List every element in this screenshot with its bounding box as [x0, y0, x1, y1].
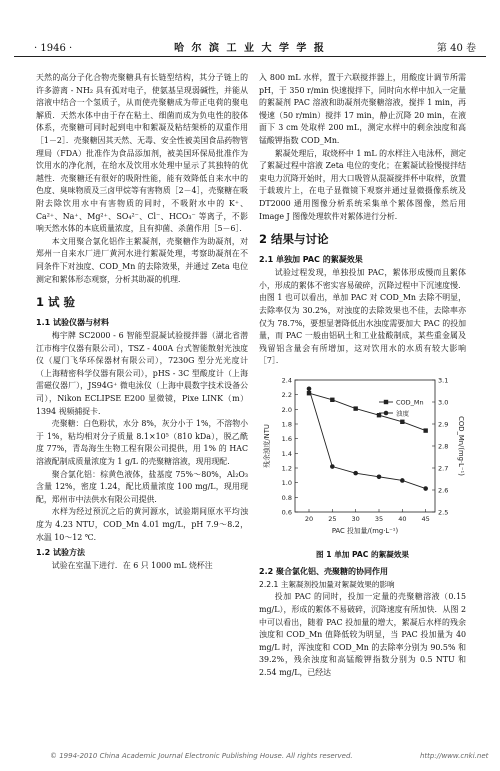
paragraph: 聚合氯化铝：棕黄色液体，盐基度 75%～80%，Al₂O₃ 含量 12%，密度 1.24，配比质量浓度 100 mg/L，现用现配，郑州市中法供水有限公司提供． — [36, 469, 248, 504]
paragraph: 絮凝处理后，取烧杯中 1 mL 的水样注入电泳杯，测定了絮凝过程中溶液 Zeta 电位的变化；在絮凝试验慢搅拌结束电力沉降开始时，用大口吸管从混凝搅拌杯中取样，放置于载玻片上，在电子显微镜下观察并通过显微摄像系统及 DT2000 通用图像分析系统采集单个絮体图像，然后用 Image J 图像处理软件对絮体进行分析． — [259, 148, 466, 221]
y-right-tick-label: 2.5 — [438, 508, 449, 517]
subsection-heading: 2.1 单独加 PAC 的絮凝效果 — [259, 255, 363, 265]
legend-label: 浊度 — [396, 409, 409, 418]
y-left-tick-label: 0.6 — [281, 508, 292, 517]
paragraph: 水样为经过预沉之后的黄河源水，试验期间原水平均浊度为 4.23 NTU，COD_Mn 4.01 mg/L，pH 7.9～8.2，水温 10～12 ℃． — [36, 507, 248, 542]
x-tick-label: 45 — [421, 514, 430, 523]
paragraph: 壳聚糖：白色粉状，水分 8%，灰分小于 1%，不溶物小于 1%，粘均相对分子质量 8.1×10⁵（810 kDa），脱乙酰度 77%，青岛海生生物工程有限公司提供，用 1% 的 HAC 溶液配制成质量浓度为 1 g/L 的壳聚糖溶液，现用现配． — [36, 419, 248, 467]
x-axis-label: PAC 投加量/(mg·L⁻¹) — [331, 526, 399, 535]
pac-chart — [259, 372, 466, 547]
subsection-heading: 1.2 试验方法 — [36, 548, 85, 558]
data-point-circle — [353, 471, 358, 476]
data-point-circle — [330, 464, 335, 469]
right-column — [259, 72, 466, 680]
legend-label: COD_Mn — [396, 398, 424, 407]
x-tick-label: 35 — [374, 514, 384, 523]
x-tick-label: 40 — [398, 514, 407, 523]
left-column — [36, 72, 248, 573]
paragraph: 试验在室温下进行．在 6 只 1000 mL 烧杯注 — [51, 561, 213, 571]
y-right-tick-label: 2.7 — [438, 464, 449, 473]
subsubsection-heading: 2.2.1 主絮凝剂投加量对絮凝效果的影响 — [259, 579, 395, 589]
paragraph: 入 800 mL 水样，置于六联搅拌器上，用酸度计调节所需 pH，于 350 r/min 快速搅拌下，同时向水样中加入一定量的絮凝剂 PAC 溶液和助凝剂壳聚糖溶液，搅拌 1 min，再慢速（50 r/min）搅拌 17 min，静止沉降 20 min，在液面下 3 cm 处取样 200 mL，测定水样中的剩余浊度和高锰酸钾指数 COD_Mn． — [259, 73, 466, 145]
volume-label: 第 40 卷 — [436, 43, 476, 54]
page-footer — [50, 752, 489, 760]
y-left-tick-label: 1.6 — [281, 435, 292, 444]
y-right-tick-label: 2.6 — [438, 486, 449, 495]
x-tick-label: 25 — [328, 514, 337, 523]
copyright-notice: © 1994-2010 China Academic Journal Electronic Publishing House. All rights reserved. — [50, 752, 353, 760]
data-point-square — [330, 397, 334, 401]
subsection-heading: 1.1 试验仪器与材料 — [36, 318, 109, 328]
x-tick-label: 30 — [351, 514, 360, 523]
y-right-tick-label: 2.9 — [438, 420, 449, 429]
paragraph: 天然的高分子化合物壳聚糖具有长链型结构，其分子链上的许多游离 - NH₂ 具有孤对电子，使氨基呈现弱碱性，并能从溶液中结合一个氢质子，从而使壳聚糖成为带正电荷的聚电解质．天然水体中由于存在粘土、细菌而成为负电性的胶体体系，壳聚糖可同时起到电中和絮凝及粘结架桥的双重作用［1－2］．壳聚糖因其天然、无毒、安全性被美国食品药物管理局（FDA）批准作为食品添加剂，被美国环保局批准作为饮用水的净化剂，在给水及饮用水处理中显示了其独特的优越性．壳聚糖还有很好的吸附性能，能有效降低自来水中的色度、臭味物质及三卤甲烷等有害物质［2－4］，壳聚糖在吸附去除饮用水中有害物质的同时，不吸附水中的 K⁺、Ca²⁺、Na⁺、Mg²⁺、SO₄²⁻、Cl⁻、HCO₃⁻ 等离子，不影响天然水体的本底质量浓度，且有抑菌、杀菌作用［5－6］． — [36, 73, 248, 234]
footer-url: http://www.cnki.net — [420, 752, 489, 760]
paragraph: 本文用聚合氯化铝作主絮凝剂，壳聚糖作为助凝剂，对郑州一自来水厂进厂黄河水进行絮凝处理，考察助凝剂在不同条件下对浊度、COD_Mn 的去除效果，并通过 Zeta 电位测定和絮体形态观察，分析其助凝的机理． — [36, 236, 248, 284]
data-point-circle — [400, 478, 405, 483]
data-point-square — [400, 419, 404, 423]
data-point-square — [423, 428, 427, 432]
y-right-tick-label: 2.8 — [438, 442, 449, 451]
y-left-tick-label: 2.4 — [281, 376, 292, 385]
y-left-tick-label: 1.0 — [281, 479, 292, 488]
figure-caption: 图 1 单加 PAC 的絮凝效果 — [316, 549, 409, 559]
legend-marker-square — [384, 400, 388, 404]
y-right-axis-label: COD_Mn/(mg·L⁻¹) — [457, 416, 465, 476]
y-left-tick-label: 1.2 — [281, 464, 292, 473]
y-left-axis-label: 残余浊度/NTU — [263, 424, 271, 468]
data-point-square — [377, 413, 381, 417]
section-heading: 2 结果与讨论 — [259, 232, 329, 247]
y-left-tick-label: 0.8 — [281, 493, 292, 502]
y-left-tick-label: 2.0 — [281, 405, 292, 414]
legend-marker-circle — [384, 411, 389, 416]
section-heading: 1 试 验 — [36, 295, 76, 310]
y-left-tick-label: 2.2 — [281, 391, 292, 400]
y-left-tick-label: 1.4 — [281, 449, 292, 458]
x-tick-label: 20 — [304, 514, 314, 523]
y-left-tick-label: 1.8 — [281, 420, 292, 429]
paragraph: 投加 PAC 的同时，投加一定量的壳聚糖溶液（0.15 mg/L），形成的絮体不易破碎，沉降速度有所加快．从图 2 中可以看出，随着 PAC 投加量的增大，絮凝后水样的残余浊度和 COD_Mn 值降低较为明显，当 PAC 投加量为 40 mg/L 时，浑浊度和 COD_Mn 的去除率分别为 90.5% 和 39.2%，残余浊度和高锰酸钾指数分别为 0.5 NTU 和 2.54 mg/L，已经达 — [259, 592, 466, 678]
figure-1 — [259, 372, 466, 547]
y-right-tick-label: 3.0 — [438, 398, 449, 407]
page-number: · 1946 · — [34, 43, 73, 54]
data-point-circle — [307, 386, 312, 391]
journal-title: 哈 尔 滨 工 业 大 学 学 报 — [174, 43, 326, 54]
y-right-tick-label: 3.1 — [438, 376, 449, 385]
subsection-heading: 2.2 聚合氯化铝、壳聚糖的协同作用 — [259, 566, 388, 576]
page-header — [14, 42, 486, 57]
data-point-square — [353, 406, 357, 410]
data-point-circle — [377, 474, 382, 479]
paragraph: 梅宇牌 SC2000 - 6 智能型混凝试验搅拌器（湖北省潜江市梅宇仪器有限公司），TSZ - 400A 台式智能散射光浊度仪（厦门飞华环保器材有限公司），7230G 型分光光度计（上海精密科学仪器有限公司），pHS - 3C 型酸度计（上海雷磁仪器厂），JS94G⁺ 微电泳仪（上海中晨数字技术设备公司），Nikon ECLIPSE E200 显微镜，Pixe LINK（m）1394 视频捕捉卡． — [36, 331, 248, 416]
paragraph: 试验过程发现，单独投加 PAC，絮体形成慢而且絮体小，形成的絮体不密实容易破碎，沉降过程中下沉速度慢．由图 1 也可以看出，单加 PAC 对 COD_Mn 去除不明显，去除率仅为 30.2%，对浊度的去除效果也不佳，去除率亦仅为 78.7%，要想显著降低出水浊度需要加大 PAC 的投加量，而 PAC 一般由铝矾土和工业盐酸制成，某些重金属及残留铝含量会有所增加，这对饮用水的水质有较大影响［7］． — [259, 268, 466, 366]
data-point-circle — [423, 486, 428, 491]
